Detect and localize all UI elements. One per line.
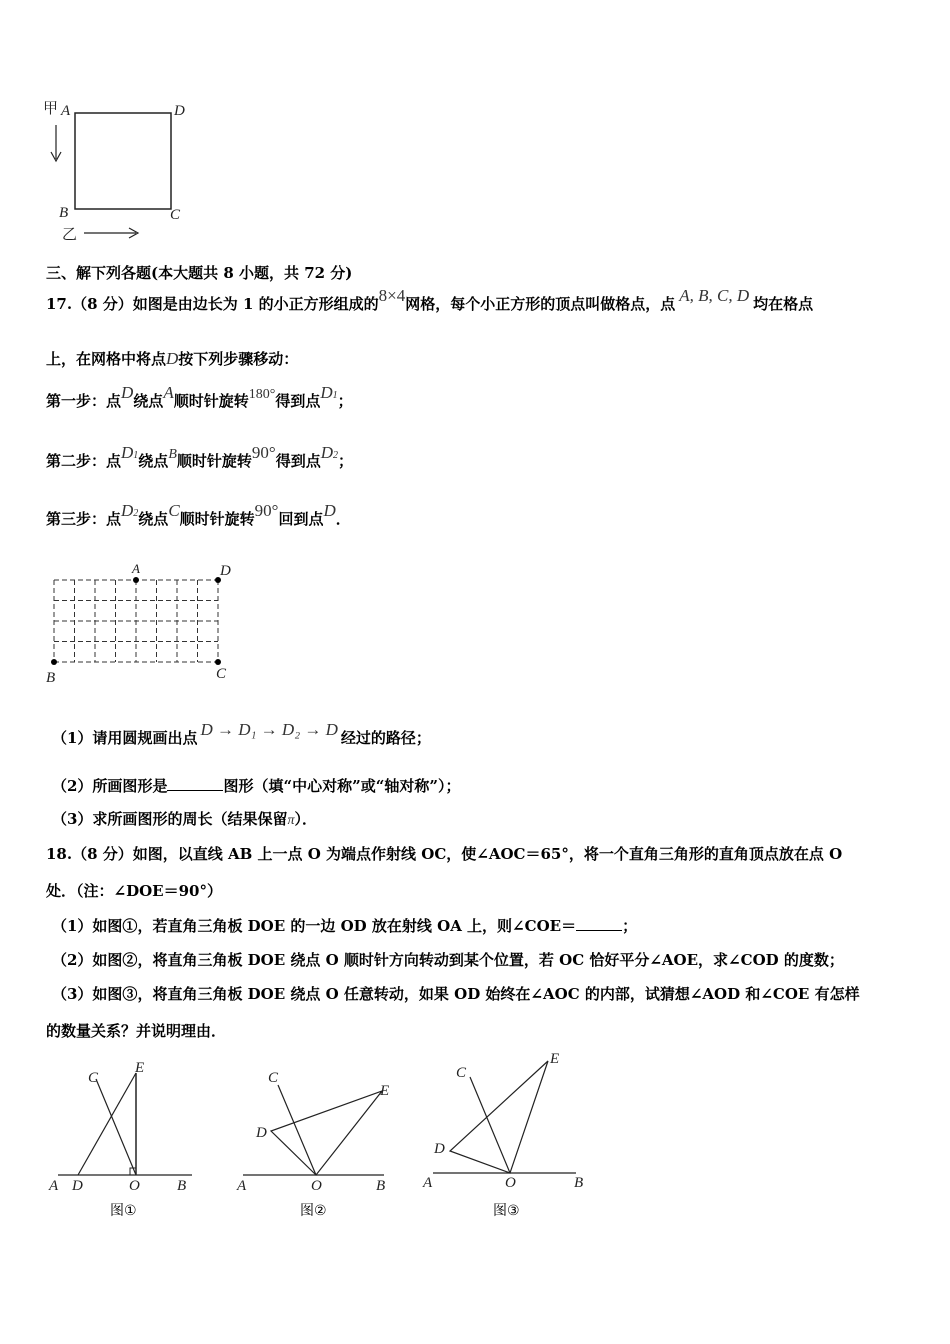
step2-e: ； bbox=[338, 452, 354, 470]
q18-part1-a: （1）如图①，若直角三角板 DOE 的一边 OD 放在射线 OA 上，则∠COE＝ bbox=[52, 917, 577, 935]
step1-res: D1 bbox=[320, 383, 338, 402]
step1-p2: A bbox=[163, 383, 174, 402]
label-B: B bbox=[59, 205, 69, 221]
figure-3-caption: 图③ bbox=[493, 1203, 520, 1219]
q17-line2-a: 上，在网格中将点 bbox=[46, 350, 167, 368]
f1-C: C bbox=[88, 1070, 99, 1086]
f2-O: O bbox=[311, 1178, 322, 1194]
q17-text2: 均在格点 bbox=[753, 295, 814, 313]
part3-b: ）． bbox=[294, 810, 317, 828]
step3-p2: C bbox=[168, 501, 180, 520]
f3-C: C bbox=[456, 1065, 467, 1081]
figure-2 bbox=[228, 1055, 398, 1195]
step3-b: 绕点 bbox=[138, 510, 169, 528]
step3-a: 第三步：点 bbox=[46, 510, 122, 528]
f1-E: E bbox=[135, 1060, 145, 1076]
step1-a: 第一步：点 bbox=[46, 392, 122, 410]
point-D: D bbox=[166, 349, 179, 368]
step1-b: 绕点 bbox=[133, 392, 164, 410]
q17-line2-b: 按下列步骤移动： bbox=[178, 350, 299, 368]
label-jia: 甲 bbox=[43, 99, 59, 117]
step1-d: 得到点 bbox=[275, 392, 321, 410]
label-C: C bbox=[170, 207, 181, 223]
step3-angle: 90° bbox=[254, 501, 279, 520]
q17-part1 bbox=[52, 720, 431, 748]
label-D: D bbox=[174, 103, 185, 119]
pi-symbol: π bbox=[287, 813, 295, 828]
grid-label-D: D bbox=[220, 563, 231, 579]
step1-e: ； bbox=[337, 392, 353, 410]
step2-b: 绕点 bbox=[138, 452, 169, 470]
grid-label-B: B bbox=[46, 670, 56, 686]
points-list: A, B, C, D bbox=[679, 286, 750, 305]
grid-label-A: A bbox=[132, 561, 140, 576]
grid-size: 8×4 bbox=[378, 286, 406, 305]
part1-b: 经过的路径； bbox=[340, 729, 431, 747]
label-yi: 乙 bbox=[62, 225, 78, 243]
grid-label-C: C bbox=[216, 666, 227, 682]
step3 bbox=[46, 501, 351, 529]
step2-res: D2 bbox=[320, 443, 338, 462]
q18-part1 bbox=[52, 915, 637, 936]
q18-part2: （2）如图②，将直角三角板 DOE 绕点 O 顺时针方向转动到某个位置，若 OC 恰好平分∠AOE，求∠COD 的度数； bbox=[52, 951, 844, 969]
step2-angle: 90° bbox=[251, 443, 276, 462]
step2-p1: D1 bbox=[121, 443, 139, 462]
figure-1 bbox=[40, 1055, 210, 1195]
f2-A: A bbox=[237, 1178, 247, 1194]
part3-a: （3）求所画图形的周长（结果保留 bbox=[52, 810, 288, 828]
f3-E: E bbox=[550, 1051, 560, 1067]
q18-part1-b: ； bbox=[622, 917, 638, 935]
step1-angle: 180° bbox=[248, 387, 276, 402]
part2-b: 图形（填“中心对称”或“轴对称”）； bbox=[223, 777, 461, 795]
figure-1-caption: 图① bbox=[110, 1203, 137, 1219]
step1-c: 顺时针旋转 bbox=[173, 392, 249, 410]
step1-p1: D bbox=[121, 383, 134, 402]
step3-d: 回到点 bbox=[278, 510, 324, 528]
f1-O: O bbox=[129, 1178, 140, 1194]
step2-p2: B bbox=[168, 447, 177, 462]
f1-B: B bbox=[177, 1178, 187, 1194]
f2-E: E bbox=[380, 1083, 390, 1099]
f1-D: D bbox=[72, 1178, 83, 1194]
q17-intro: 17.（8 分）如图是由边长为 1 的小正方形组成的 bbox=[46, 295, 379, 313]
q17-text1: 网格，每个小正方形的顶点叫做格点，点 bbox=[405, 295, 676, 313]
q17-part2 bbox=[52, 775, 460, 796]
step3-p1: D2 bbox=[121, 501, 139, 520]
label-A: A bbox=[61, 103, 71, 119]
answer-blank[interactable] bbox=[167, 776, 223, 791]
q18-part3-cont: 的数量关系？并说明理由． bbox=[46, 1022, 227, 1040]
part2-a: （2）所画图形是 bbox=[52, 777, 168, 795]
f3-D: D bbox=[434, 1141, 445, 1157]
grid-figure bbox=[40, 560, 250, 690]
f2-D: D bbox=[256, 1125, 267, 1141]
f1-A: A bbox=[49, 1178, 59, 1194]
q17-line1 bbox=[46, 286, 814, 314]
section-heading: 三、解下列各题(本大题共 8 小题，共 72 分) bbox=[46, 264, 353, 282]
figure-3 bbox=[418, 1045, 593, 1195]
part1-a: （1）请用圆规画出点 bbox=[52, 729, 198, 747]
step2-c: 顺时针旋转 bbox=[176, 452, 252, 470]
f2-B: B bbox=[376, 1178, 386, 1194]
f3-O: O bbox=[505, 1175, 516, 1191]
f3-B: B bbox=[574, 1175, 584, 1191]
q18-line2: 处．（注：∠DOE＝90°） bbox=[46, 882, 222, 900]
step1 bbox=[46, 383, 353, 411]
path-text: D → D₁ → D₂ → D bbox=[200, 720, 338, 739]
q17-line2 bbox=[46, 348, 298, 369]
q17-part3 bbox=[52, 808, 317, 829]
answer-blank-coe[interactable] bbox=[576, 916, 622, 931]
f2-C: C bbox=[268, 1070, 279, 1086]
f3-A: A bbox=[423, 1175, 433, 1191]
step3-c: 顺时针旋转 bbox=[179, 510, 255, 528]
figure-2-caption: 图② bbox=[300, 1203, 327, 1219]
step2-d: 得到点 bbox=[275, 452, 321, 470]
step2 bbox=[46, 443, 354, 471]
step3-res: D bbox=[323, 501, 336, 520]
step3-e: ． bbox=[335, 510, 351, 528]
q18-part3: （3）如图③，将直角三角板 DOE 绕点 O 任意转动，如果 OD 始终在∠AOC 的内部，试猜想∠AOD 和∠COE 有怎样 bbox=[52, 985, 860, 1003]
square-figure bbox=[40, 95, 200, 245]
step2-a: 第二步：点 bbox=[46, 452, 122, 470]
q18-line1: 18.（8 分）如图，以直线 AB 上一点 O 为端点作射线 OC，使∠AOC＝65°，将一个直角三角形的直角顶点放在点 O bbox=[46, 845, 843, 863]
